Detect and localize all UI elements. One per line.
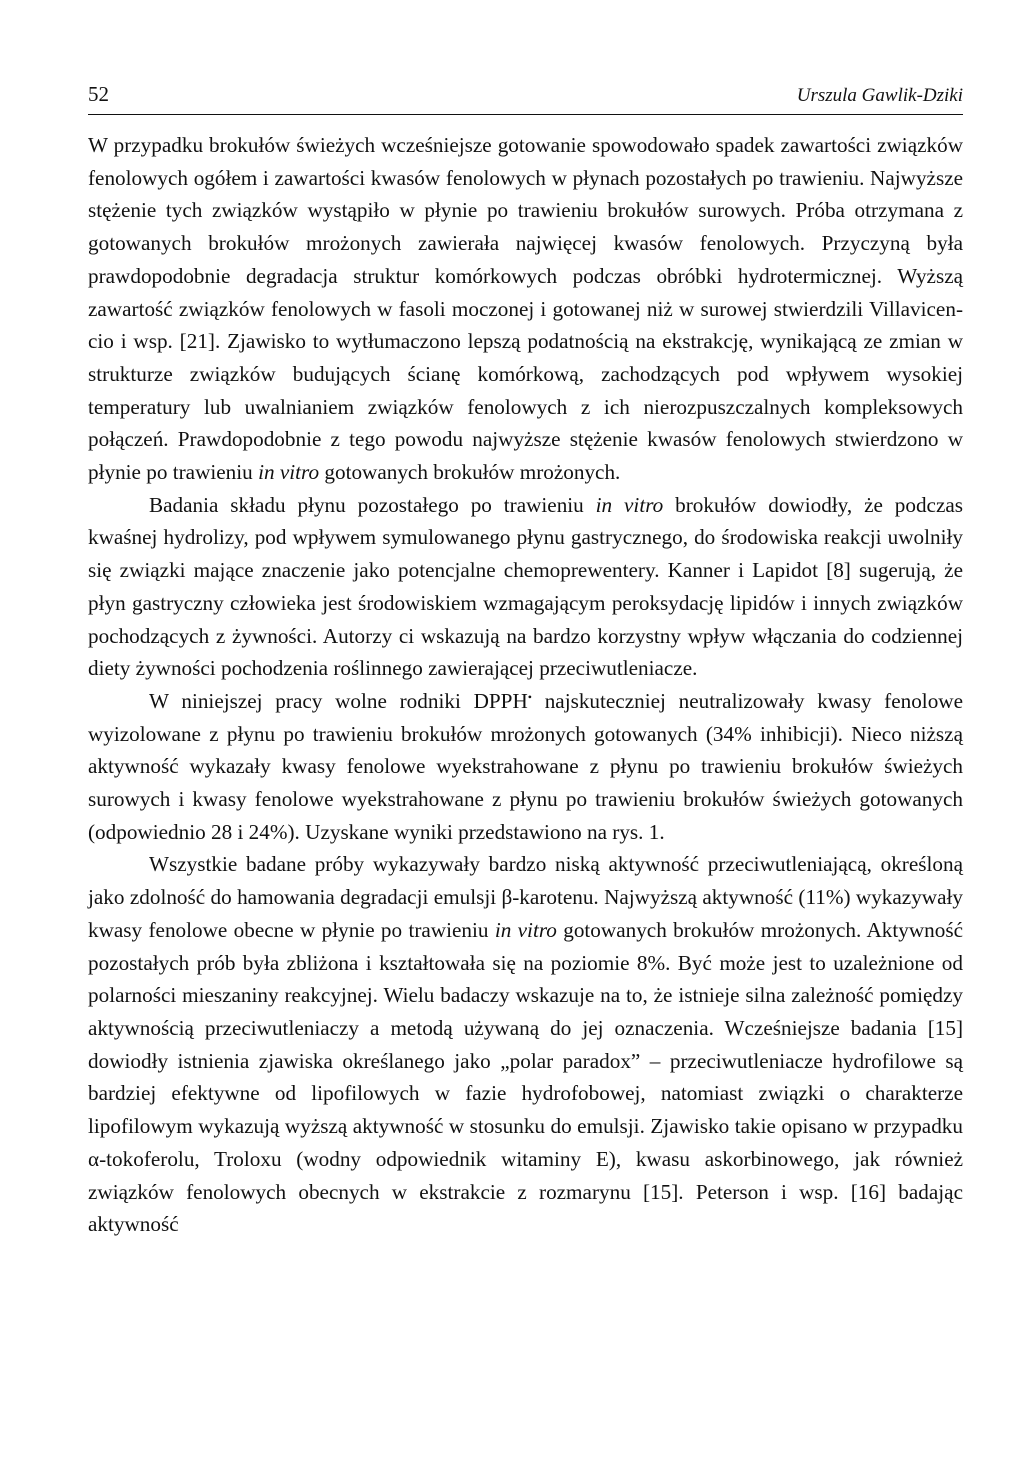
paragraph-3 [88, 685, 963, 849]
paragraph-2-text-end: brokułów dowiodły, że podczas kwaśnej hydrolizy, pod wpływem symulowanego płynu gastrycznego, do środowiska reakcji uwolniły się związki mające znaczenie jako potencjalne chemoprewentery. Kanner i Lapidot [8] sugerują, że płyn gastryczny człowieka jest środowiskiem wzmagającym peroksydację lipidów i innych związków pochodzących z żywności. Autorzy ci wskazują na bardzo korzystny wpływ włączania do codziennej diety żywności pochodzenia roślinnego zawierającej przeciwutleniacze. [88, 492, 963, 681]
paragraph-1-italic-in-vitro: in vitro [258, 460, 320, 485]
paragraph-3-text: W niniejszej pracy wolne rodniki DPPH [149, 688, 528, 713]
paragraph-3-radical-dot: • [527, 689, 532, 704]
paragraph-1 [88, 129, 963, 489]
paragraph-4-italic-in-vitro: in vitro [494, 917, 557, 942]
running-header [88, 80, 963, 115]
page-number: 52 [88, 82, 109, 106]
paragraph-2 [88, 489, 963, 685]
paragraph-2-italic-in-vitro: in vitro [595, 492, 664, 517]
paragraph-4-text-end: gotowanych brokułów mrożonych. Aktywność pozostałych prób była zbliżona i kształtowała się na poziomie 8%. Być może jest to uzależnione od polarności mieszaniny reakcyjnej. Wielu badaczy wskazuje na to, że istnieje silna zależność pomiędzy aktywnością przeciwutleniaczy a metodą używaną do jej oznaczenia. Wcześniejsze badania [15] dowiodły istnienia zjawiska określanego jako „polar paradox” – przeciwutleniacze hydrofilowe są bardziej efektywne od lipofilowych w fazie hydrofobowej, natomiast związki o charakterze lipofilowym wykazują wyższą aktywność w stosunku do emulsji. Zjawisko takie opisano w przypadku α-tokoferolu, Troloxu (wodny odpowiednik witaminy E), kwasu askorbinowego, jak również związków fenolowych obecnych w ekstrakcie z rozmarynu [15]. Peterson i wsp. [16] badając aktywność [88, 917, 963, 1237]
running-header-author: Urszula Gawlik-Dziki [796, 85, 963, 106]
paragraph-1-text-end: gotowanych brokułów mrożonych. [319, 460, 621, 485]
body-text [88, 129, 963, 1241]
paragraph-3-text-end: najskuteczniej neutralizowały kwasy fenolowe wyizolowane z płynu po trawieniu brokułów mrożonych gotowanych (34% inhibicji). Nieco niższą aktywność wykazały kwasy fenolowe wyekstrahowane z płynu po trawieniu brokułów świeżych surowych i kwasy fenolowe wyekstrahowane z płynu po trawieniu brokułów świeżych gotowanych (odpowiednio 28 i 24%). Uzyskane wyniki przedstawiono na rys. 1. [88, 688, 963, 844]
paragraph-1-text: W przypadku brokułów świeżych wcześniejsze gotowanie spowodowało spadek zawartości związków fenolowych ogółem i zawartości kwasów fenolowych w płynach pozostałych po trawieniu. Najwyższe stężenie tych związków wystąpiło w płynie po trawieniu brokułów surowych. Próba otrzymana z gotowanych brokułów mrożonych zawierała najwięcej kwasów fenolowych. Przyczyną była prawdopodobnie degradacja struktur komórkowych podczas obróbki hydrotermicznej. Wyższą zawartość związków fenolowych w fasoli moczonej i gotowanej niż w surowej stwierdzili Villavicencio i wsp. [21]. Zjawisko to wytłumaczono lepszą podatnością na ekstrakcję, wynikającą ze zmian w strukturze związków budujących ścianę komórkową, zachodzących pod wpływem wysokiej temperatury lub uwalnianiem związków fenolowych z ich nierozpuszczalnych kompleksowych połączeń. Prawdopodobnie z tego powodu najwyższe stężenie kwasów fenolowych stwierdzono w płynie po trawieniu [88, 133, 963, 485]
paragraph-4-text: Wszystkie badane próby wykazywały bardzo niską aktywność przeciwutleniającą, określoną jako zdolność do hamowania degradacji emulsji β-karotenu. Najwyższą aktywność (11%) wykazywały kwasy fenolowe obecne w płynie po trawieniu [88, 852, 963, 942]
paragraph-2-text: Badania składu płynu pozostałego po trawieniu [149, 492, 584, 517]
page [88, 80, 963, 1241]
paragraph-4 [88, 848, 963, 1240]
